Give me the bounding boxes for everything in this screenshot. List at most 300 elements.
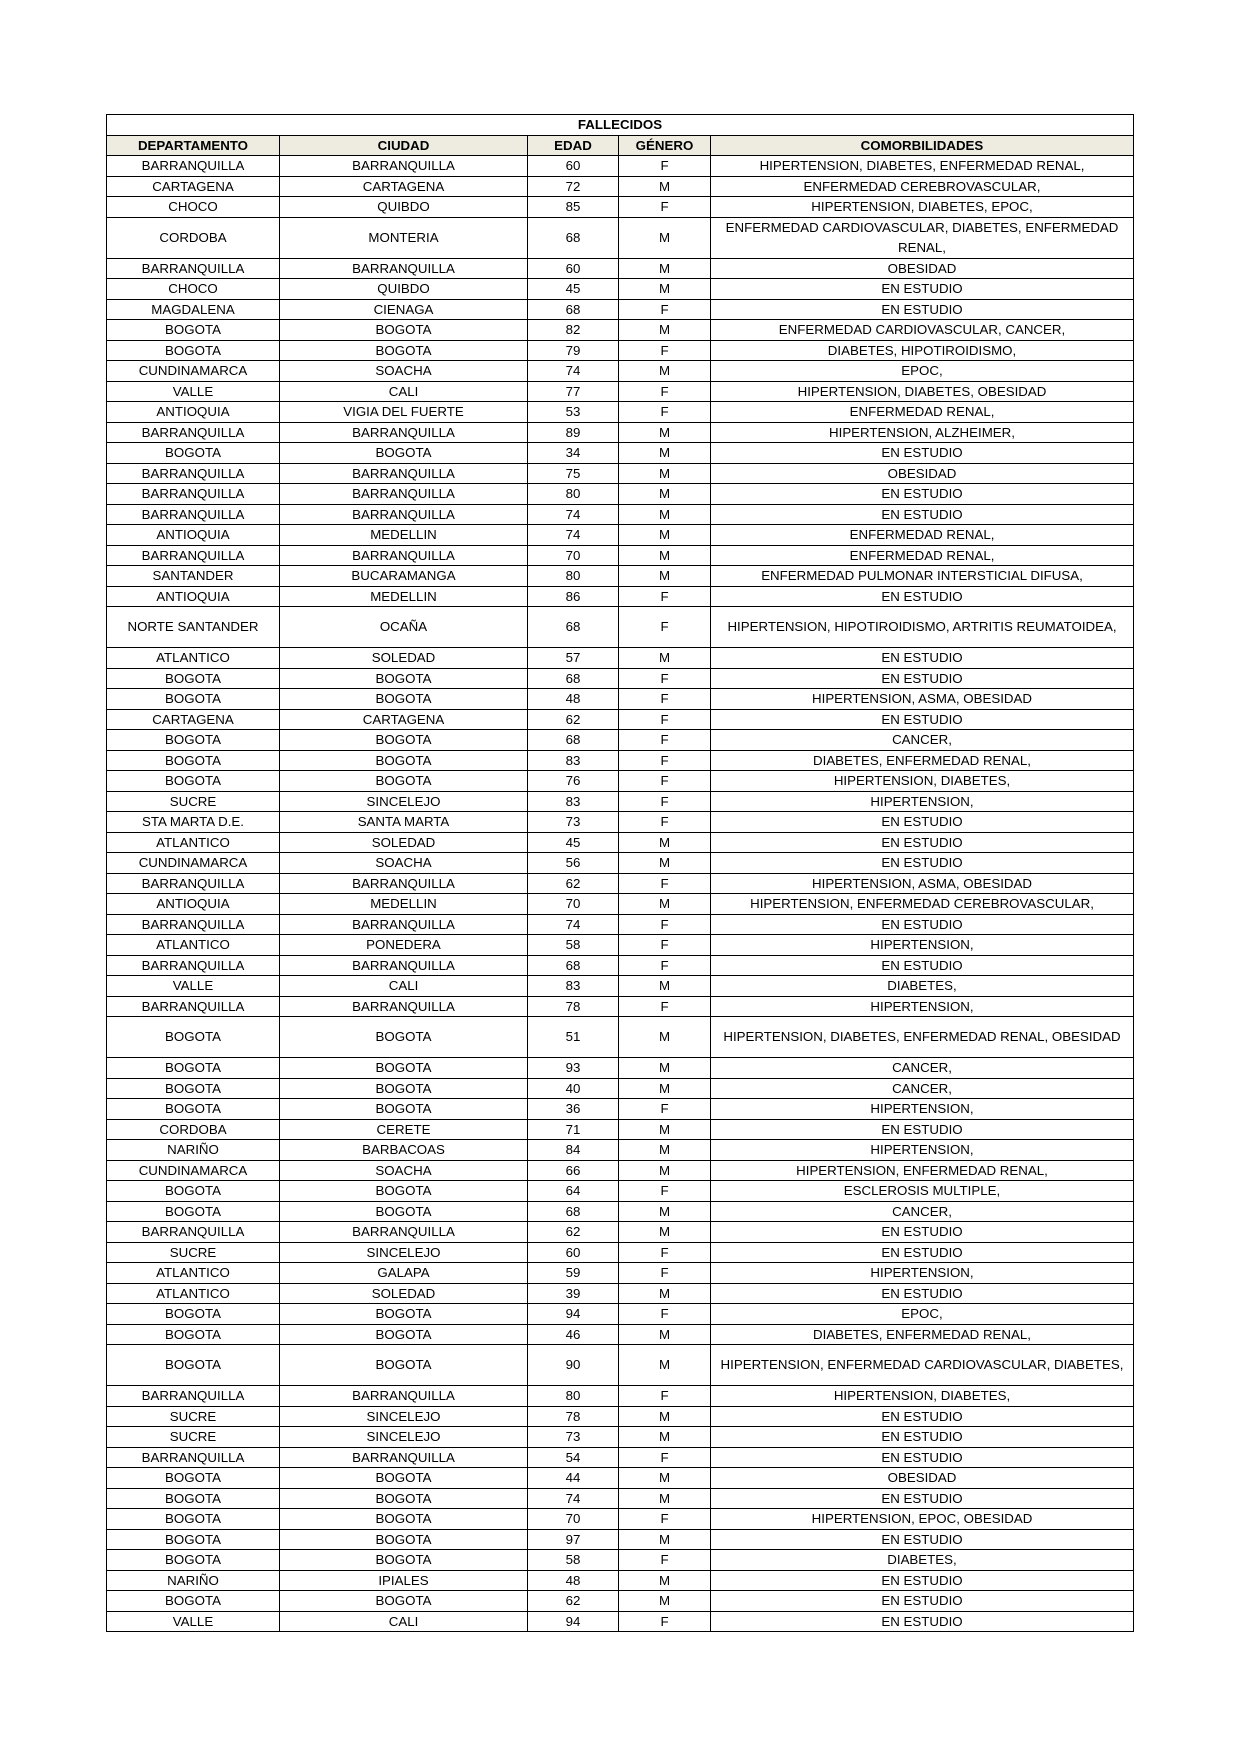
cell-departamento: BOGOTA <box>107 1345 280 1386</box>
cell-departamento: ATLANTICO <box>107 1263 280 1284</box>
table-row <box>107 1222 1134 1243</box>
cell-edad: 76 <box>528 771 619 792</box>
table-row <box>107 1201 1134 1222</box>
column-header-edad: EDAD <box>528 135 619 156</box>
cell-comorbilidades: EN ESTUDIO <box>711 299 1134 320</box>
cell-edad: 80 <box>528 1386 619 1407</box>
cell-genero: F <box>619 955 711 976</box>
cell-edad: 86 <box>528 586 619 607</box>
cell-genero: M <box>619 853 711 874</box>
cell-ciudad: BARRANQUILLA <box>280 996 528 1017</box>
cell-departamento: BOGOTA <box>107 771 280 792</box>
cell-ciudad: QUIBDO <box>280 197 528 218</box>
cell-genero: F <box>619 689 711 710</box>
cell-comorbilidades: HIPERTENSION, ALZHEIMER, <box>711 422 1134 443</box>
cell-genero: M <box>619 258 711 279</box>
cell-departamento: ANTIOQUIA <box>107 402 280 423</box>
cell-edad: 77 <box>528 381 619 402</box>
table-row <box>107 1345 1134 1386</box>
cell-departamento: BOGOTA <box>107 668 280 689</box>
cell-genero: F <box>619 935 711 956</box>
cell-departamento: BOGOTA <box>107 1058 280 1079</box>
cell-edad: 75 <box>528 463 619 484</box>
cell-genero: F <box>619 340 711 361</box>
cell-ciudad: SINCELEJO <box>280 791 528 812</box>
cell-comorbilidades: ENFERMEDAD PULMONAR INTERSTICIAL DIFUSA, <box>711 566 1134 587</box>
cell-genero: M <box>619 894 711 915</box>
table-row <box>107 853 1134 874</box>
cell-comorbilidades: ESCLEROSIS MULTIPLE, <box>711 1181 1134 1202</box>
cell-genero: M <box>619 648 711 669</box>
cell-genero: M <box>619 361 711 382</box>
table-row <box>107 668 1134 689</box>
cell-comorbilidades: EPOC, <box>711 1304 1134 1325</box>
cell-ciudad: BARRANQUILLA <box>280 258 528 279</box>
cell-edad: 74 <box>528 525 619 546</box>
cell-comorbilidades: ENFERMEDAD CARDIOVASCULAR, DIABETES, ENFERMEDAD RENAL, <box>711 217 1134 258</box>
cell-comorbilidades: OBESIDAD <box>711 1468 1134 1489</box>
cell-edad: 83 <box>528 976 619 997</box>
cell-ciudad: BARRANQUILLA <box>280 873 528 894</box>
cell-edad: 73 <box>528 812 619 833</box>
cell-ciudad: CARTAGENA <box>280 176 528 197</box>
cell-departamento: BOGOTA <box>107 1591 280 1612</box>
cell-edad: 68 <box>528 607 619 648</box>
cell-ciudad: BOGOTA <box>280 1017 528 1058</box>
table-row <box>107 1447 1134 1468</box>
cell-comorbilidades: EN ESTUDIO <box>711 484 1134 505</box>
cell-genero: M <box>619 1160 711 1181</box>
cell-edad: 74 <box>528 1488 619 1509</box>
table-row <box>107 1488 1134 1509</box>
cell-comorbilidades: HIPERTENSION, DIABETES, <box>711 1386 1134 1407</box>
cell-ciudad: SINCELEJO <box>280 1427 528 1448</box>
cell-genero: M <box>619 217 711 258</box>
cell-comorbilidades: OBESIDAD <box>711 258 1134 279</box>
table-row <box>107 1324 1134 1345</box>
cell-ciudad: BOGOTA <box>280 1488 528 1509</box>
cell-edad: 80 <box>528 484 619 505</box>
cell-genero: F <box>619 812 711 833</box>
table-row <box>107 1119 1134 1140</box>
cell-edad: 70 <box>528 545 619 566</box>
cell-genero: F <box>619 1263 711 1284</box>
cell-ciudad: IPIALES <box>280 1570 528 1591</box>
table-row <box>107 1304 1134 1325</box>
table-row <box>107 545 1134 566</box>
cell-edad: 45 <box>528 279 619 300</box>
cell-comorbilidades: HIPERTENSION, ASMA, OBESIDAD <box>711 689 1134 710</box>
cell-edad: 72 <box>528 176 619 197</box>
cell-departamento: BOGOTA <box>107 689 280 710</box>
cell-comorbilidades: HIPERTENSION, ENFERMEDAD CEREBROVASCULAR, <box>711 894 1134 915</box>
cell-ciudad: BOGOTA <box>280 730 528 751</box>
cell-departamento: SUCRE <box>107 1242 280 1263</box>
cell-genero: M <box>619 176 711 197</box>
table-row <box>107 1509 1134 1530</box>
cell-genero: F <box>619 381 711 402</box>
cell-ciudad: BARRANQUILLA <box>280 463 528 484</box>
cell-comorbilidades: HIPERTENSION, ASMA, OBESIDAD <box>711 873 1134 894</box>
cell-departamento: BARRANQUILLA <box>107 258 280 279</box>
cell-edad: 48 <box>528 689 619 710</box>
table-row <box>107 750 1134 771</box>
cell-comorbilidades: HIPERTENSION, <box>711 935 1134 956</box>
cell-departamento: BARRANQUILLA <box>107 545 280 566</box>
cell-genero: F <box>619 1386 711 1407</box>
cell-departamento: BARRANQUILLA <box>107 422 280 443</box>
cell-departamento: BOGOTA <box>107 320 280 341</box>
cell-ciudad: BARRANQUILLA <box>280 955 528 976</box>
table-row <box>107 771 1134 792</box>
cell-departamento: NARIÑO <box>107 1140 280 1161</box>
cell-edad: 71 <box>528 1119 619 1140</box>
cell-comorbilidades: EN ESTUDIO <box>711 914 1134 935</box>
cell-genero: F <box>619 668 711 689</box>
table-row <box>107 258 1134 279</box>
cell-genero: F <box>619 873 711 894</box>
cell-genero: M <box>619 279 711 300</box>
table-row <box>107 586 1134 607</box>
cell-ciudad: SOACHA <box>280 361 528 382</box>
table-row <box>107 894 1134 915</box>
cell-genero: F <box>619 914 711 935</box>
table-row <box>107 299 1134 320</box>
cell-departamento: STA MARTA D.E. <box>107 812 280 833</box>
cell-edad: 64 <box>528 1181 619 1202</box>
cell-genero: M <box>619 1017 711 1058</box>
cell-comorbilidades: HIPERTENSION, HIPOTIROIDISMO, ARTRITIS REUMATOIDEA, <box>711 607 1134 648</box>
cell-edad: 70 <box>528 1509 619 1530</box>
cell-edad: 60 <box>528 156 619 177</box>
cell-comorbilidades: DIABETES, ENFERMEDAD RENAL, <box>711 1324 1134 1345</box>
table-row <box>107 197 1134 218</box>
table-row <box>107 279 1134 300</box>
cell-departamento: VALLE <box>107 1611 280 1632</box>
cell-comorbilidades: EN ESTUDIO <box>711 1242 1134 1263</box>
table-row <box>107 976 1134 997</box>
cell-departamento: ANTIOQUIA <box>107 894 280 915</box>
cell-genero: M <box>619 525 711 546</box>
table-row <box>107 1017 1134 1058</box>
table-row <box>107 1550 1134 1571</box>
cell-comorbilidades: HIPERTENSION, <box>711 1263 1134 1284</box>
cell-genero: M <box>619 1570 711 1591</box>
cell-comorbilidades: DIABETES, <box>711 1550 1134 1571</box>
cell-comorbilidades: EN ESTUDIO <box>711 668 1134 689</box>
cell-genero: M <box>619 1468 711 1489</box>
table-row <box>107 935 1134 956</box>
cell-edad: 74 <box>528 361 619 382</box>
cell-comorbilidades: HIPERTENSION, ENFERMEDAD CARDIOVASCULAR, DIABETES, <box>711 1345 1134 1386</box>
cell-genero: M <box>619 1078 711 1099</box>
cell-comorbilidades: EN ESTUDIO <box>711 443 1134 464</box>
cell-edad: 83 <box>528 791 619 812</box>
cell-ciudad: BARRANQUILLA <box>280 484 528 505</box>
cell-departamento: SUCRE <box>107 791 280 812</box>
cell-comorbilidades: CANCER, <box>711 1058 1134 1079</box>
cell-departamento: BOGOTA <box>107 1324 280 1345</box>
cell-edad: 90 <box>528 1345 619 1386</box>
table-row <box>107 914 1134 935</box>
cell-comorbilidades: EN ESTUDIO <box>711 279 1134 300</box>
cell-comorbilidades: EN ESTUDIO <box>711 1427 1134 1448</box>
cell-comorbilidades: HIPERTENSION, <box>711 1140 1134 1161</box>
cell-genero: F <box>619 586 711 607</box>
cell-ciudad: BOGOTA <box>280 1181 528 1202</box>
cell-comorbilidades: EN ESTUDIO <box>711 853 1134 874</box>
cell-edad: 36 <box>528 1099 619 1120</box>
table-row <box>107 1386 1134 1407</box>
cell-ciudad: BARRANQUILLA <box>280 1386 528 1407</box>
cell-genero: F <box>619 1099 711 1120</box>
cell-departamento: BOGOTA <box>107 1099 280 1120</box>
cell-edad: 80 <box>528 566 619 587</box>
table-title: FALLECIDOS <box>107 115 1134 136</box>
cell-edad: 34 <box>528 443 619 464</box>
cell-ciudad: BOGOTA <box>280 1591 528 1612</box>
table-row <box>107 709 1134 730</box>
cell-genero: M <box>619 484 711 505</box>
cell-departamento: BOGOTA <box>107 1529 280 1550</box>
cell-genero: F <box>619 771 711 792</box>
cell-ciudad: BOGOTA <box>280 1304 528 1325</box>
cell-comorbilidades: EN ESTUDIO <box>711 1591 1134 1612</box>
table-row <box>107 402 1134 423</box>
cell-departamento: VALLE <box>107 976 280 997</box>
cell-ciudad: MEDELLIN <box>280 525 528 546</box>
cell-edad: 74 <box>528 914 619 935</box>
cell-edad: 62 <box>528 1591 619 1612</box>
cell-genero: M <box>619 566 711 587</box>
cell-edad: 94 <box>528 1611 619 1632</box>
table-row <box>107 463 1134 484</box>
cell-edad: 89 <box>528 422 619 443</box>
cell-edad: 51 <box>528 1017 619 1058</box>
cell-ciudad: BOGOTA <box>280 1324 528 1345</box>
cell-edad: 79 <box>528 340 619 361</box>
cell-ciudad: BOGOTA <box>280 750 528 771</box>
cell-comorbilidades: EN ESTUDIO <box>711 1488 1134 1509</box>
cell-departamento: BARRANQUILLA <box>107 504 280 525</box>
cell-departamento: VALLE <box>107 381 280 402</box>
cell-edad: 68 <box>528 217 619 258</box>
cell-comorbilidades: EN ESTUDIO <box>711 586 1134 607</box>
cell-departamento: ANTIOQUIA <box>107 586 280 607</box>
cell-edad: 68 <box>528 1201 619 1222</box>
table-row <box>107 607 1134 648</box>
cell-departamento: CARTAGENA <box>107 176 280 197</box>
header-row <box>107 135 1134 156</box>
table-row <box>107 1181 1134 1202</box>
cell-ciudad: MONTERIA <box>280 217 528 258</box>
cell-comorbilidades: EN ESTUDIO <box>711 1611 1134 1632</box>
cell-genero: F <box>619 402 711 423</box>
cell-ciudad: CALI <box>280 1611 528 1632</box>
table-row <box>107 832 1134 853</box>
cell-edad: 93 <box>528 1058 619 1079</box>
cell-edad: 66 <box>528 1160 619 1181</box>
table-row <box>107 996 1134 1017</box>
cell-departamento: BARRANQUILLA <box>107 873 280 894</box>
cell-comorbilidades: EN ESTUDIO <box>711 1406 1134 1427</box>
cell-ciudad: MEDELLIN <box>280 586 528 607</box>
table-row <box>107 1570 1134 1591</box>
cell-departamento: BARRANQUILLA <box>107 914 280 935</box>
cell-comorbilidades: EN ESTUDIO <box>711 648 1134 669</box>
cell-edad: 56 <box>528 853 619 874</box>
cell-departamento: BOGOTA <box>107 443 280 464</box>
fallecidos-table <box>106 114 1134 1632</box>
cell-genero: F <box>619 996 711 1017</box>
cell-departamento: CORDOBA <box>107 217 280 258</box>
table-row <box>107 1160 1134 1181</box>
table-row <box>107 1468 1134 1489</box>
cell-edad: 46 <box>528 1324 619 1345</box>
cell-genero: M <box>619 1488 711 1509</box>
table-row <box>107 1283 1134 1304</box>
cell-edad: 54 <box>528 1447 619 1468</box>
cell-departamento: BOGOTA <box>107 1017 280 1058</box>
cell-comorbilidades: OBESIDAD <box>711 463 1134 484</box>
cell-ciudad: BOGOTA <box>280 1468 528 1489</box>
cell-ciudad: BOGOTA <box>280 1345 528 1386</box>
cell-genero: M <box>619 463 711 484</box>
cell-departamento: BOGOTA <box>107 1468 280 1489</box>
cell-ciudad: OCAÑA <box>280 607 528 648</box>
cell-comorbilidades: CANCER, <box>711 1201 1134 1222</box>
cell-departamento: ATLANTICO <box>107 832 280 853</box>
cell-edad: 85 <box>528 197 619 218</box>
cell-ciudad: BOGOTA <box>280 1529 528 1550</box>
cell-departamento: NARIÑO <box>107 1570 280 1591</box>
cell-comorbilidades: HIPERTENSION, <box>711 996 1134 1017</box>
cell-comorbilidades: EN ESTUDIO <box>711 1119 1134 1140</box>
title-row <box>107 115 1134 136</box>
cell-comorbilidades: DIABETES, <box>711 976 1134 997</box>
cell-departamento: BOGOTA <box>107 1509 280 1530</box>
table-row <box>107 1242 1134 1263</box>
cell-genero: M <box>619 545 711 566</box>
table-row <box>107 340 1134 361</box>
cell-departamento: BOGOTA <box>107 1550 280 1571</box>
cell-departamento: BOGOTA <box>107 1078 280 1099</box>
cell-ciudad: SOACHA <box>280 853 528 874</box>
table-row <box>107 1591 1134 1612</box>
cell-edad: 62 <box>528 873 619 894</box>
cell-ciudad: SOACHA <box>280 1160 528 1181</box>
cell-genero: M <box>619 1324 711 1345</box>
cell-ciudad: BOGOTA <box>280 1550 528 1571</box>
cell-comorbilidades: EN ESTUDIO <box>711 504 1134 525</box>
table-row <box>107 1140 1134 1161</box>
cell-genero: F <box>619 1509 711 1530</box>
cell-departamento: BARRANQUILLA <box>107 996 280 1017</box>
cell-ciudad: BARRANQUILLA <box>280 422 528 443</box>
cell-edad: 70 <box>528 894 619 915</box>
cell-edad: 62 <box>528 1222 619 1243</box>
cell-ciudad: SANTA MARTA <box>280 812 528 833</box>
cell-departamento: SUCRE <box>107 1406 280 1427</box>
cell-ciudad: VIGIA DEL FUERTE <box>280 402 528 423</box>
cell-comorbilidades: EPOC, <box>711 361 1134 382</box>
cell-edad: 82 <box>528 320 619 341</box>
table-row <box>107 176 1134 197</box>
table-row <box>107 217 1134 258</box>
cell-edad: 83 <box>528 750 619 771</box>
cell-comorbilidades: HIPERTENSION, EPOC, OBESIDAD <box>711 1509 1134 1530</box>
cell-comorbilidades: HIPERTENSION, <box>711 791 1134 812</box>
cell-ciudad: BOGOTA <box>280 1509 528 1530</box>
cell-ciudad: BOGOTA <box>280 1078 528 1099</box>
cell-ciudad: BUCARAMANGA <box>280 566 528 587</box>
table-row <box>107 1406 1134 1427</box>
cell-genero: F <box>619 1181 711 1202</box>
cell-genero: M <box>619 832 711 853</box>
cell-genero: M <box>619 1591 711 1612</box>
cell-genero: M <box>619 1406 711 1427</box>
cell-ciudad: SINCELEJO <box>280 1406 528 1427</box>
cell-edad: 68 <box>528 668 619 689</box>
cell-edad: 84 <box>528 1140 619 1161</box>
cell-edad: 58 <box>528 1550 619 1571</box>
cell-ciudad: BARRANQUILLA <box>280 1447 528 1468</box>
cell-edad: 58 <box>528 935 619 956</box>
cell-departamento: BARRANQUILLA <box>107 955 280 976</box>
cell-departamento: BARRANQUILLA <box>107 463 280 484</box>
table-row <box>107 525 1134 546</box>
cell-genero: M <box>619 1119 711 1140</box>
cell-departamento: BARRANQUILLA <box>107 156 280 177</box>
cell-departamento: BOGOTA <box>107 750 280 771</box>
cell-edad: 60 <box>528 1242 619 1263</box>
cell-comorbilidades: HIPERTENSION, DIABETES, <box>711 771 1134 792</box>
cell-genero: F <box>619 1304 711 1325</box>
cell-comorbilidades: EN ESTUDIO <box>711 1529 1134 1550</box>
table-row <box>107 730 1134 751</box>
cell-departamento: ATLANTICO <box>107 1283 280 1304</box>
cell-departamento: BOGOTA <box>107 1181 280 1202</box>
cell-ciudad: CERETE <box>280 1119 528 1140</box>
cell-comorbilidades: EN ESTUDIO <box>711 955 1134 976</box>
cell-departamento: CHOCO <box>107 279 280 300</box>
table-row <box>107 1529 1134 1550</box>
cell-departamento: NORTE SANTANDER <box>107 607 280 648</box>
cell-comorbilidades: ENFERMEDAD CEREBROVASCULAR, <box>711 176 1134 197</box>
cell-ciudad: QUIBDO <box>280 279 528 300</box>
cell-genero: M <box>619 422 711 443</box>
cell-edad: 68 <box>528 730 619 751</box>
cell-edad: 73 <box>528 1427 619 1448</box>
cell-genero: F <box>619 156 711 177</box>
column-header-ciudad: CIUDAD <box>280 135 528 156</box>
cell-departamento: BOGOTA <box>107 730 280 751</box>
cell-genero: M <box>619 320 711 341</box>
cell-genero: M <box>619 1283 711 1304</box>
cell-ciudad: BARRANQUILLA <box>280 156 528 177</box>
cell-departamento: CARTAGENA <box>107 709 280 730</box>
cell-departamento: CUNDINAMARCA <box>107 361 280 382</box>
cell-ciudad: BARRANQUILLA <box>280 504 528 525</box>
cell-ciudad: MEDELLIN <box>280 894 528 915</box>
cell-genero: M <box>619 1201 711 1222</box>
cell-genero: M <box>619 1427 711 1448</box>
cell-genero: F <box>619 607 711 648</box>
cell-departamento: ATLANTICO <box>107 648 280 669</box>
cell-ciudad: SOLEDAD <box>280 1283 528 1304</box>
table-row <box>107 873 1134 894</box>
cell-comorbilidades: HIPERTENSION, ENFERMEDAD RENAL, <box>711 1160 1134 1181</box>
